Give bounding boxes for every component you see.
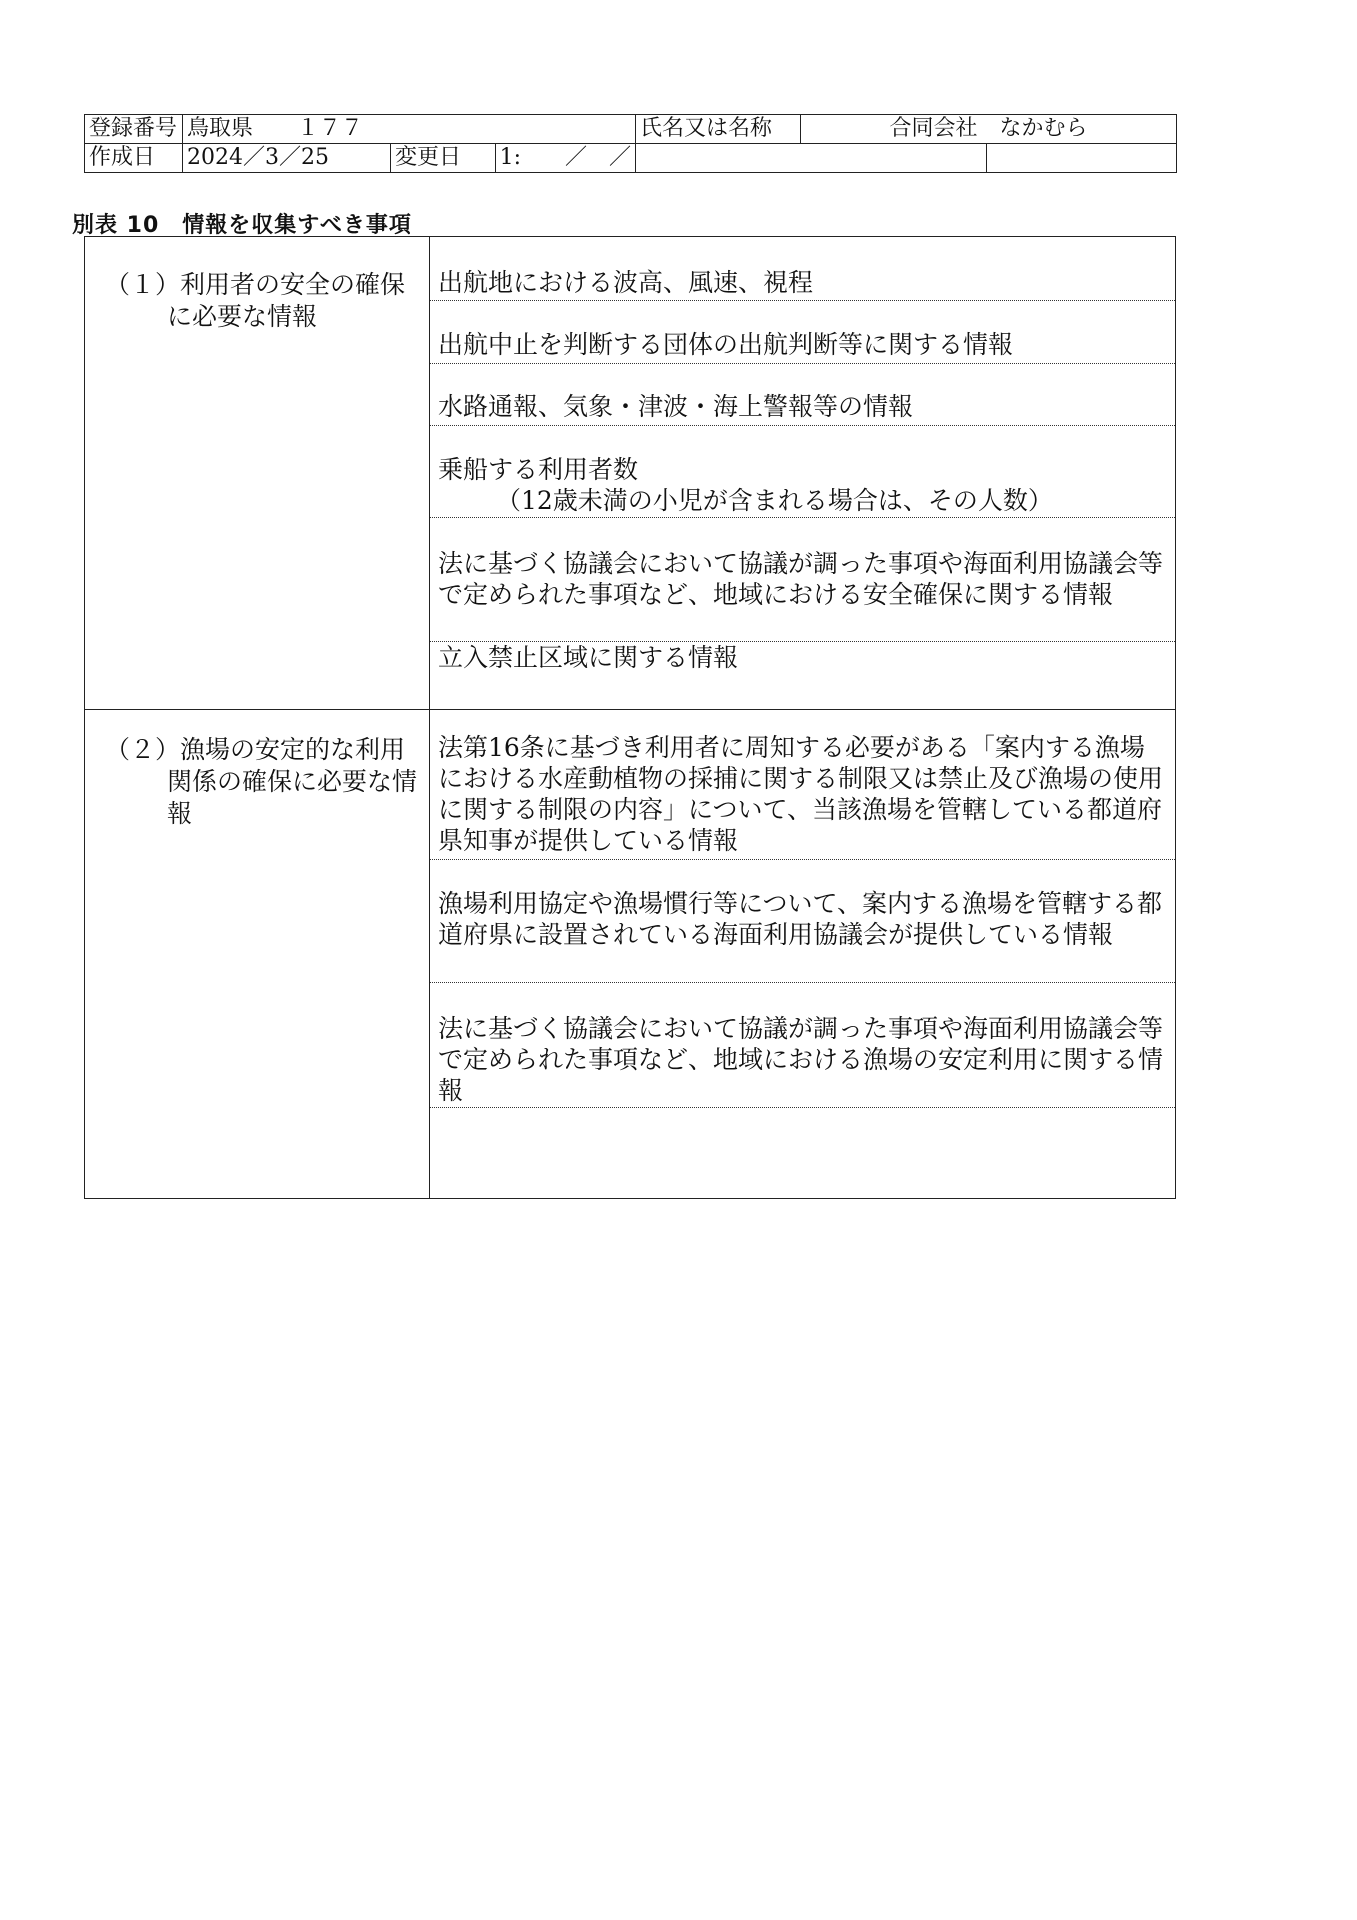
list-item (430, 1108, 1175, 1198)
list-item: 水路通報、気象・津波・海上警報等の情報 (430, 364, 1175, 426)
category-2-label: （２）漁場の安定的な利用 関係の確保に必要な情 報 (105, 735, 418, 828)
list-item: 出航中止を判断する団体の出航判断等に関する情報 (430, 301, 1175, 364)
registration-table (84, 114, 1177, 173)
list-item: 立入禁止区域に関する情報 (438, 643, 739, 672)
created-value: 2024／3／25 (183, 144, 391, 173)
section-title: 別表 10 情報を収集すべき事項 (72, 213, 412, 238)
list-item: 出航地における波高、風速、視程 (430, 267, 1175, 301)
list-item: 法に基づく協議会において協議が調った事項や海面利用協議会等で定められた事項など、地域における漁場の安定利用に関する情報 (430, 983, 1175, 1108)
change-date-1: 1: ／ ／ (499, 145, 632, 170)
list-item: 法に基づく協議会において協議が調った事項や海面利用協議会等で定められた事項など、地域における安全確保に関する情報 (430, 518, 1175, 642)
changed-label: 変更日 (391, 144, 496, 172)
reg-no-label: 登録番号 (85, 115, 183, 144)
list-item: 漁場利用協定や漁場慣行等について、案内する漁場を管轄する都道府県に設置されている海面利用協議会が提供している情報 (430, 860, 1175, 983)
info-table (84, 236, 1176, 1199)
category-1-label: （１）利用者の安全の確保 に必要な情報 (105, 270, 406, 331)
registration-row (85, 115, 1177, 144)
row-divider (85, 709, 1175, 710)
reg-no-value: 鳥取県 １７７ (183, 115, 636, 144)
name-value: 合同会社 なかむら (801, 115, 1177, 144)
list-item: 乗船する利用者数 （12歳未満の小児が含まれる場合は、その人数） (430, 426, 1175, 518)
created-label: 作成日 (85, 144, 183, 173)
list-item: 法第16条に基づき利用者に周知する必要がある「案内する漁場における水産動植物の採捕に関する制限又は禁止及び漁場の使用に関する制限の内容」について、当該漁場を管轄している都道府県知事が提供している情報 (430, 732, 1175, 860)
name-label: 氏名又は名称 (636, 115, 801, 144)
date-row (85, 144, 1177, 173)
